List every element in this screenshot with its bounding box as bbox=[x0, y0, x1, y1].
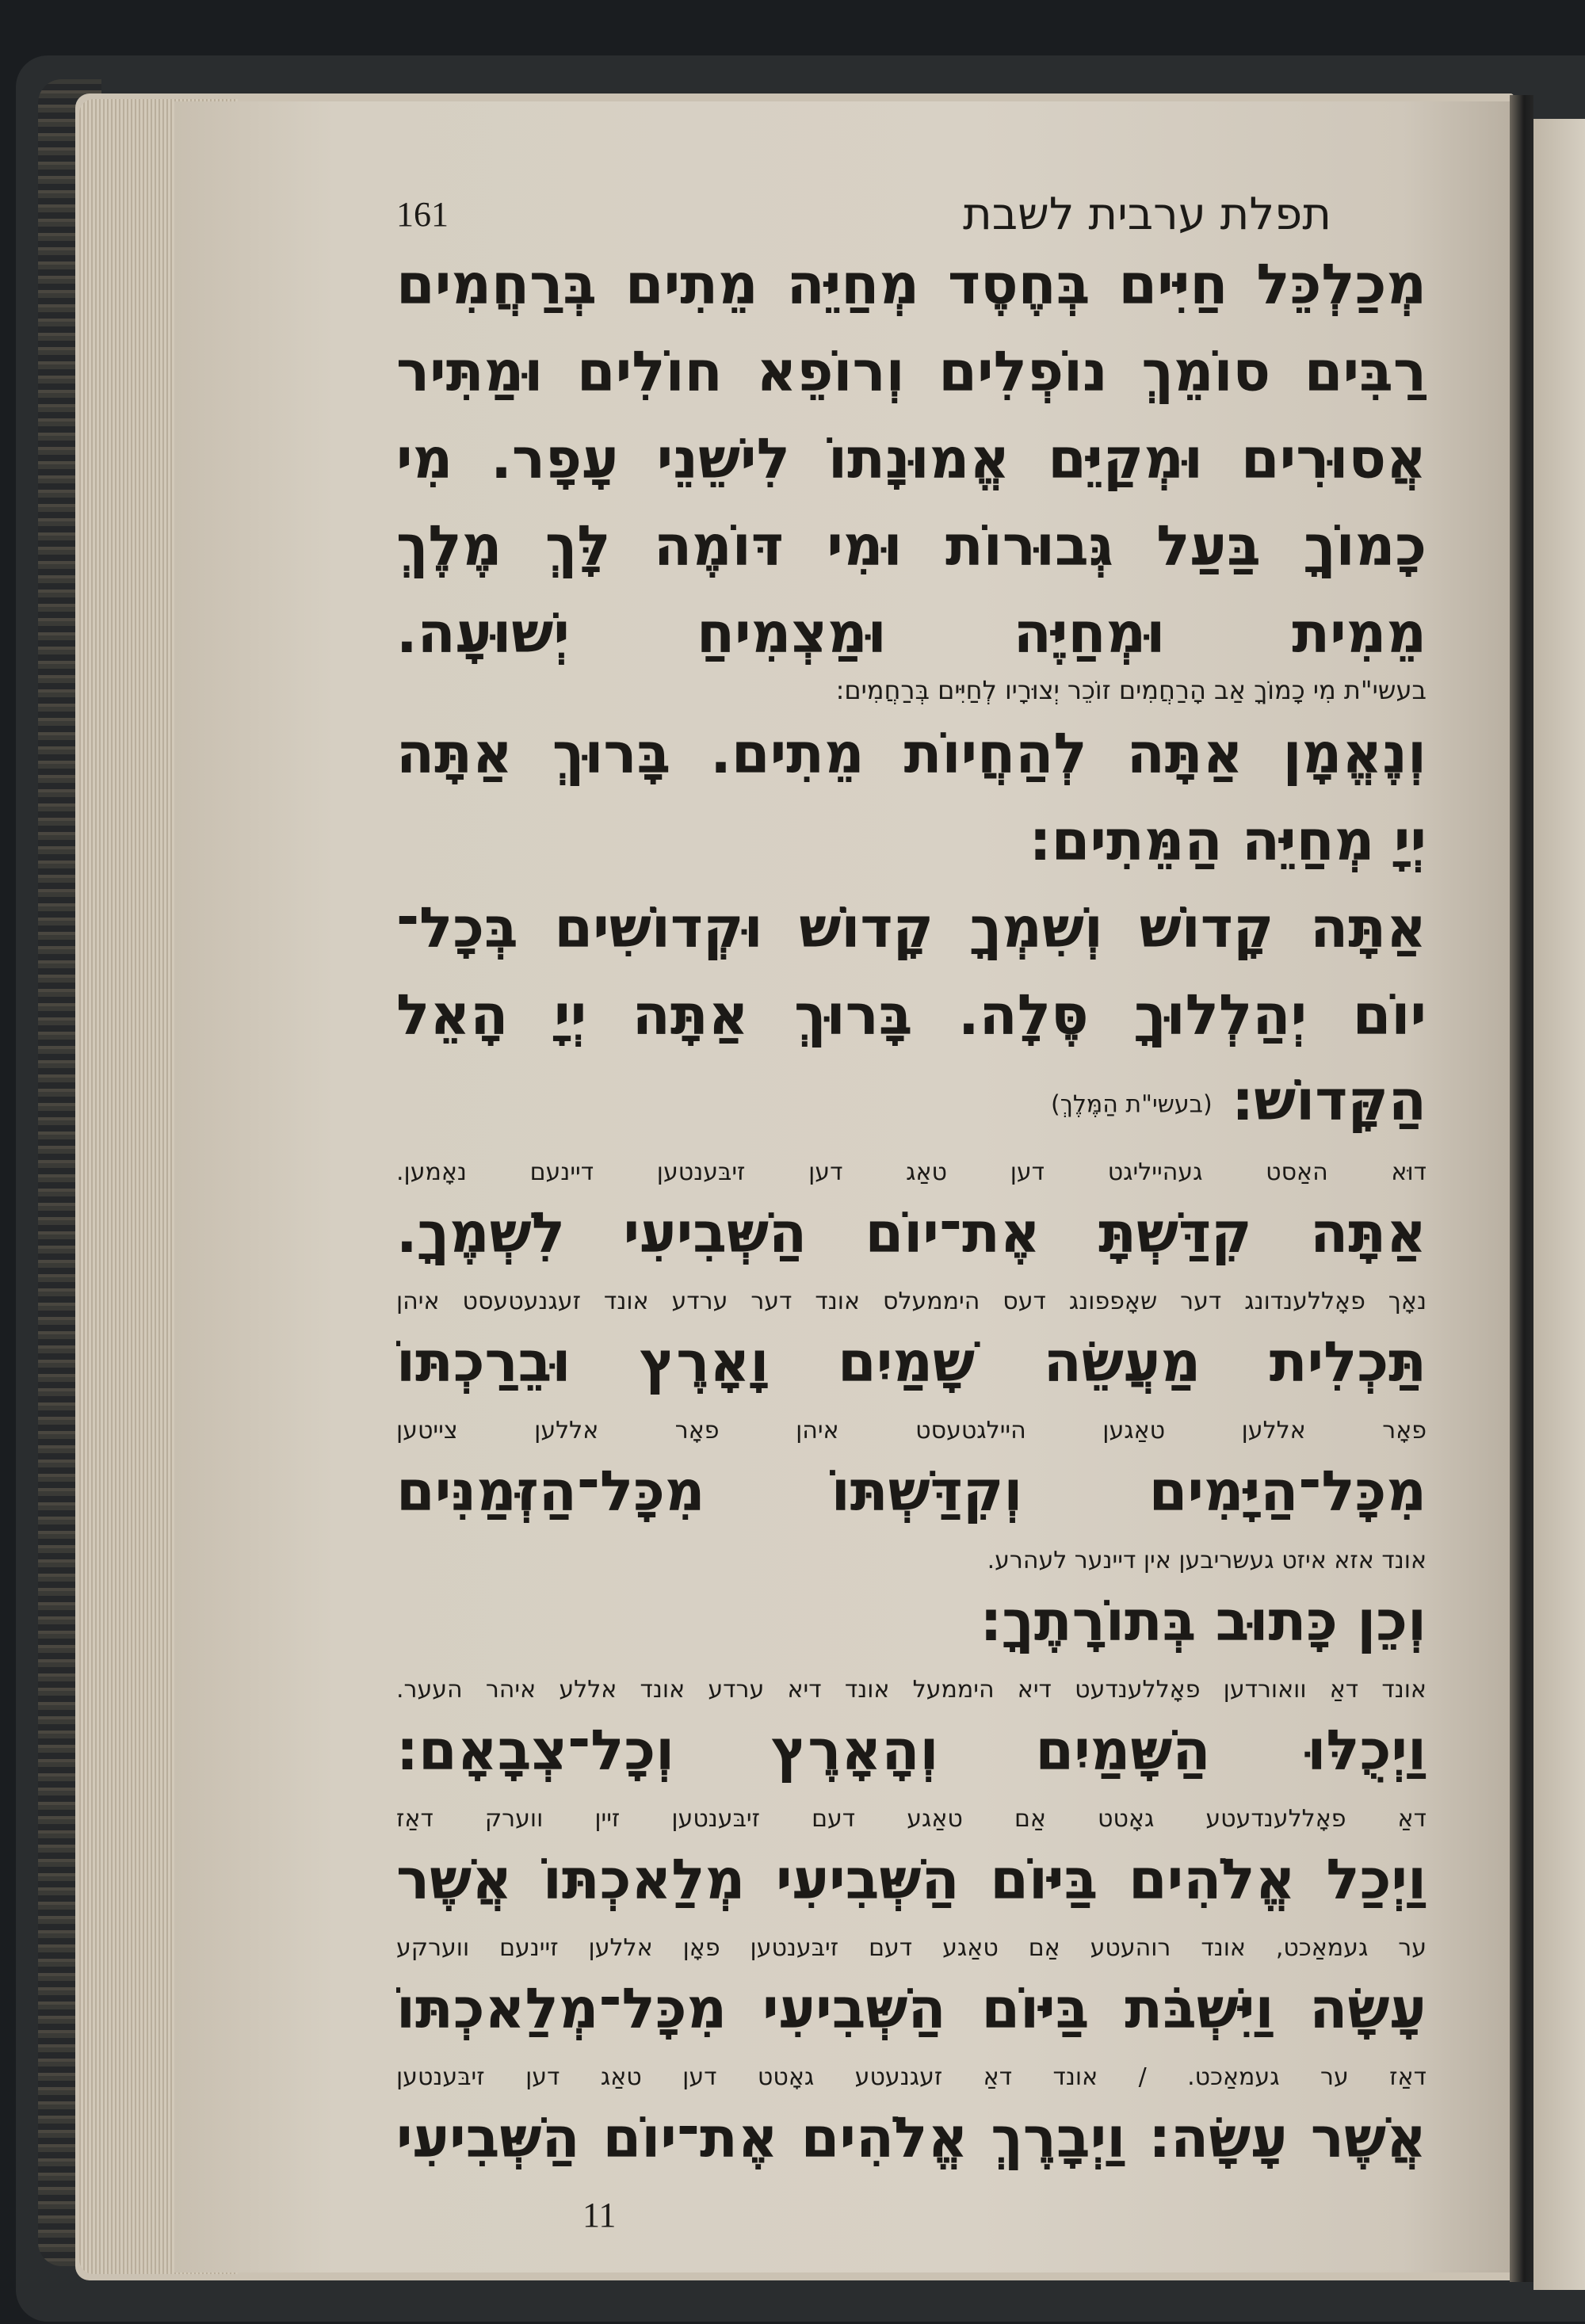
prayer-line: וַיְכֻלּוּ הַשָּׁמַיִם וְהָאָרֶץ וְכָל־צְבָאָם: bbox=[396, 1718, 1426, 1783]
translation-line: אונד דאַ וואורדען פאָללענדעט דיא היממעל אונד דיא ערדע אונד אללע איהר העער. bbox=[396, 1676, 1426, 1704]
prayer-text: הַקָּדוֹשׁ: bbox=[1232, 1068, 1426, 1133]
prayer-line: אֲסוּרִים וּמְקַיֵּם אֱמוּנָתוֹ לִישֵׁנֵי עָפָר. מִי bbox=[396, 426, 1426, 491]
book-gutter bbox=[1510, 95, 1533, 2282]
prayer-line: וְכֵן כָּתוּב בְּתוֹרָתֶךָ: bbox=[980, 1589, 1426, 1654]
translation-line: ער געמאַכט, אונד רוהעטע אַם טאַגע דעם זיבּענטען פאָן אללען זיינעם ווערקע bbox=[396, 1934, 1426, 1962]
signature-mark: 11 bbox=[582, 2196, 617, 2234]
prayer-line: אַתָּה קִדַּשְׁתָּ אֶת־יוֹם הַשְּׁבִיעִי לִשְׁמֶךָ. bbox=[396, 1200, 1426, 1265]
prayer-line: עָשָׂה וַיִּשְׁבֹּת בַּיּוֹם הַשְּׁבִיעִי מִכָּל־מְלַאכְתּוֹ bbox=[396, 1976, 1426, 2041]
inline-rubric: (בעשי"ת הַמֶּלֶךְ) bbox=[1051, 1090, 1213, 1119]
prayer-line: אֲשֶׁר עָשָׂה: וַיְבָרֶךְ אֱלֹהִים אֶת־יוֹם הַשְּׁבִיעִי bbox=[396, 2105, 1426, 2170]
page-header bbox=[396, 182, 1426, 246]
translation-line: פאָר אללען טאַגען היילגטעסט איהן פאָר אללען צייטען bbox=[396, 1417, 1426, 1444]
prayer-line: מֵמִית וּמְחַיֶּה וּמַצְמִיחַ יְשׁוּעָה. bbox=[396, 601, 1426, 666]
facing-page-edge bbox=[1533, 119, 1585, 2290]
running-title: תפלת ערבית לשבת bbox=[962, 189, 1331, 240]
prayer-line: אַתָּה קָדוֹשׁ וְשִׁמְךָ קָדוֹשׁ וּקְדוֹשִׁים בְּכָל־ bbox=[396, 895, 1426, 960]
translation-line: דאַ פאָללענדעטע גאָטט אַם טאַגע דעם זיבּענטען זיין ווערק דאַז bbox=[396, 1805, 1426, 1833]
prayer-line: מִכָּל־הַיָּמִים וְקִדַּשְׁתּוֹ מִכָּל־הַזְּמַנִּים bbox=[396, 1459, 1426, 1524]
translation-line: דוּא האַסט געהייליגט דען טאַג דען זיבּענטען דיינעם נאָמען. bbox=[396, 1158, 1426, 1186]
page-content bbox=[396, 182, 1426, 2234]
translation-line: דאַז ער געמאַכט. / אונד דאַ זעגנעטע גאָטט דען טאַג דען זיבּענטען bbox=[396, 2063, 1426, 2091]
prayer-line: כָמוֹךָ בַּעַל גְּבוּרוֹת וּמִי דּוֹמֶה לָּךְ מֶלֶךְ bbox=[396, 513, 1426, 578]
prayer-line: רַבִּים סוֹמֵךְ נוֹפְלִים וְרוֹפֵא חוֹלִים וּמַתִּיר bbox=[396, 339, 1426, 404]
translation-line: אונד אזא איזט געשריבען אין דיינער לעהרע. bbox=[987, 1547, 1426, 1574]
translation-line: נאָך פאָללענדונג דער שאָפפונג דעס היממעלס אונד דער ערדע אונד זעגנעטעסט איהן bbox=[396, 1288, 1426, 1315]
prayer-line: וַיְכַל אֱלֹהִים בַּיּוֹם הַשְּׁבִיעִי מְלַאכְתּוֹ אֲשֶׁר bbox=[396, 1847, 1426, 1912]
prayer-line: תַּכְלִית מַעֲשֵׂה שָׁמַיִם וָאָרֶץ וּבֵרַכְתּוֹ bbox=[396, 1330, 1426, 1395]
prayer-line: יוֹם יְהַלְלוּךָ סֶּלָה. בָּרוּךְ אַתָּה יְיָ הָאֵל bbox=[396, 983, 1426, 1048]
prayer-line: וְנֶאֱמָן אַתָּה לְהַחֲיוֹת מֵתִים. בָּרוּךְ אַתָּה bbox=[396, 721, 1426, 786]
prayer-line: יְיָ מְחַיֵּה הַמֵּתִים: bbox=[1029, 808, 1426, 873]
rubric-line: בעשי"ת מִי כָמוֹךָ אַב הָרַחֲמִים זוֹכֵר יְצוּרָיו לְחַיִּים בְּרַחֲמִים: bbox=[835, 675, 1426, 705]
prayer-line: מְכַלְכֵּל חַיִּים בְּחֶסֶד מְחַיֵּה מֵתִים בְּרַחֲמִים bbox=[396, 252, 1426, 317]
page-number: 161 bbox=[396, 195, 449, 234]
prayer-line-with-rubric bbox=[396, 1068, 1426, 1147]
